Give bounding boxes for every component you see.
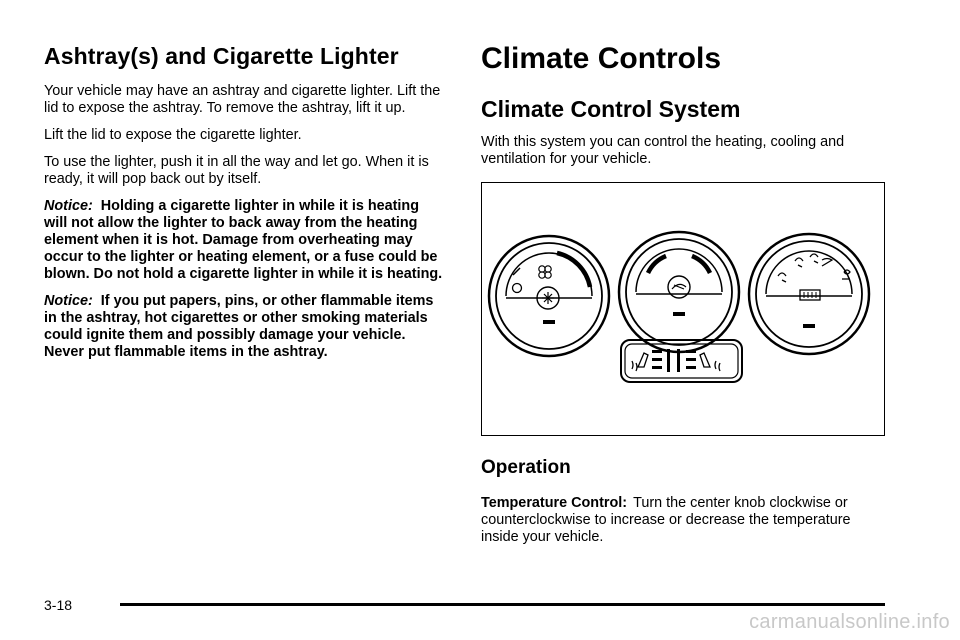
left-column xyxy=(44,44,444,371)
operation-heading: Operation xyxy=(481,457,571,479)
snowflake-icon xyxy=(542,292,554,304)
mode-knob xyxy=(749,234,869,354)
fan-icon xyxy=(539,266,551,278)
notice-label: Notice: xyxy=(44,198,93,215)
driver-seat-heat-icon xyxy=(632,353,648,371)
temperature-knob xyxy=(619,232,739,352)
ashtray-paragraph-2: Lift the lid to expose the cigarette lighter. xyxy=(44,127,302,144)
watermark: carmanualsonline.info xyxy=(749,611,950,633)
ashtray-heading: Ashtray(s) and Cigarette Lighter xyxy=(44,43,399,69)
climate-panel-drawing xyxy=(482,183,884,435)
notice-text: If you put papers, pins, or other flammable items in the ashtray, hot cigarettes or other smoking materials could ignite them and possibly damage your vehicle. Never put flammable items in the ashtray. xyxy=(44,293,434,361)
section-title: Climate Control System xyxy=(481,96,741,122)
notice-text: Holding a cigarette lighter in while it is heating will not allow the lighter to back away from the heating element when it is hot. Damage from overheating may occur to the lighter or heating element, or a fuse could be blown. Do not hold a cigarette lighter in while it is heating. xyxy=(44,198,443,283)
page-number: 3-18 xyxy=(44,597,73,613)
right-column xyxy=(481,42,891,556)
climate-control-illustration xyxy=(481,182,885,436)
heated-seat-panel xyxy=(621,340,742,382)
temperature-control-term: Temperature Control: xyxy=(481,495,628,512)
passenger-seat-heat-icon xyxy=(700,353,720,371)
intro-paragraph: With this system you can control the heating, cooling and ventilation for your vehicle. xyxy=(481,134,845,168)
ashtray-paragraph-1: Your vehicle may have an ashtray and cigarette lighter. Lift the lid to expose the ashtray. To remove the ashtray, lift it up. xyxy=(44,83,441,117)
rear-defrost-icon xyxy=(804,292,816,298)
temperature-control-paragraph xyxy=(481,495,891,546)
ashtray-paragraph-3: To use the lighter, push it in all the way and let go. When it is ready, it will pop back out by itself. xyxy=(44,154,429,188)
vent-mode-icons xyxy=(778,254,850,282)
fan-knob xyxy=(489,236,609,356)
notice-lighter xyxy=(44,198,444,283)
footer-rule xyxy=(120,603,885,606)
notice-ashtray xyxy=(44,293,444,361)
notice-label: Notice: xyxy=(44,293,93,310)
temperature-control-text: Turn the center knob clockwise or counterclockwise to increase or decrease the temperature inside your vehicle. xyxy=(481,495,851,546)
chapter-title: Climate Controls xyxy=(481,42,722,75)
